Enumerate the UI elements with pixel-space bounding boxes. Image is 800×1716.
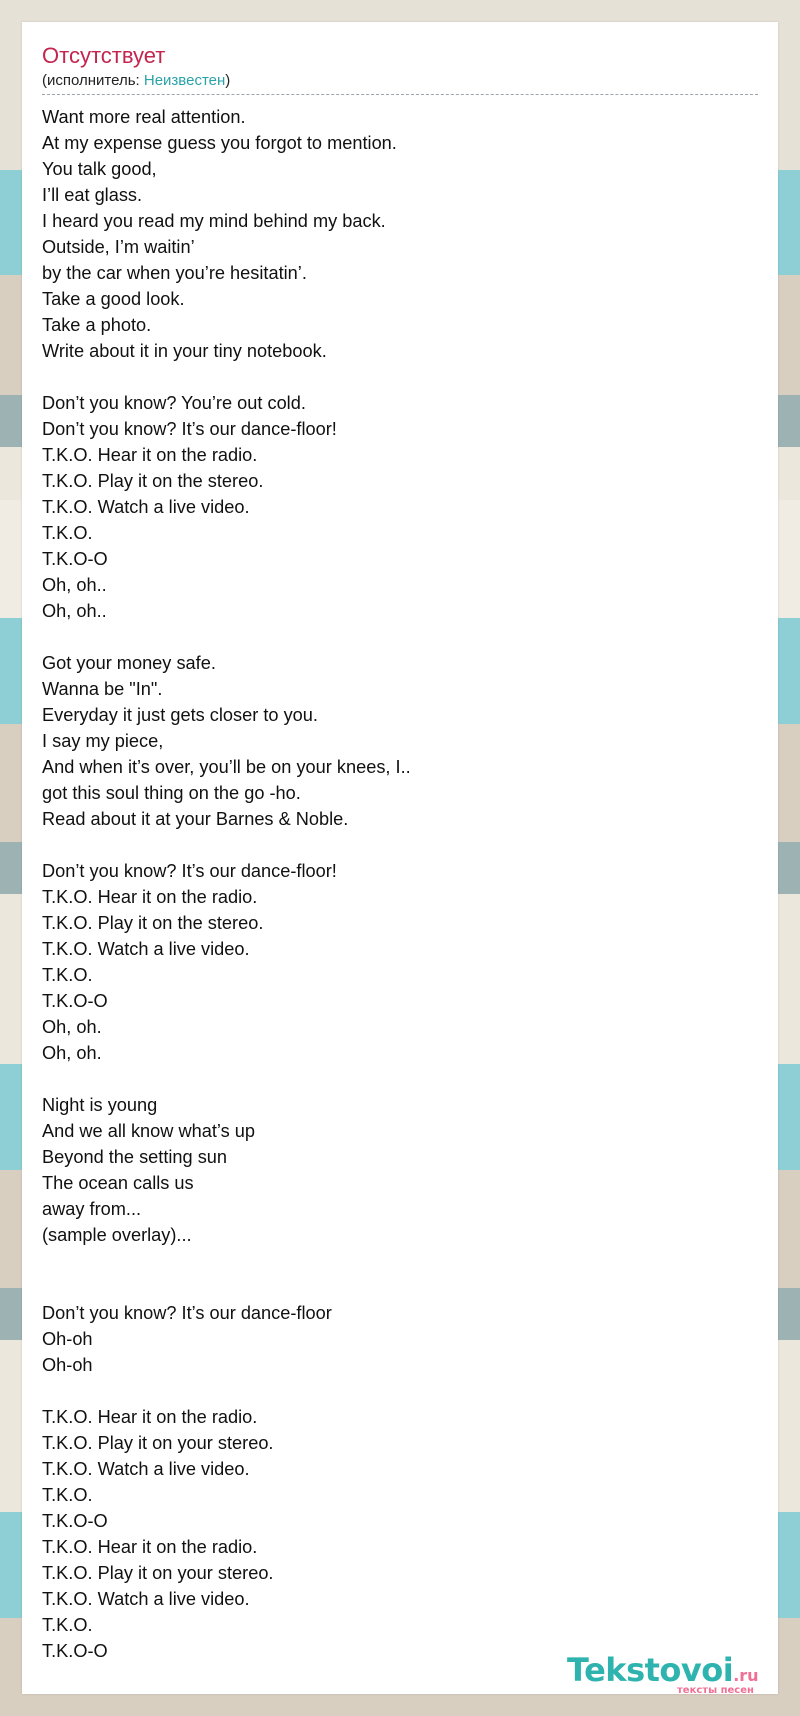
logo-wordmark: Tekstovoi — [567, 1651, 734, 1689]
artist-line — [42, 72, 758, 95]
logo-tagline: тексты песен — [677, 1685, 754, 1696]
logo-tld: .ru — [733, 1666, 759, 1685]
site-logo[interactable] — [567, 1652, 777, 1702]
song-title: Отсутствует — [42, 43, 166, 68]
artist-link[interactable]: Неизвестен — [143, 72, 226, 89]
artist-suffix: ) — [225, 72, 231, 89]
lyrics-card — [22, 22, 778, 1694]
artist-prefix: (исполнитель: — [42, 72, 144, 89]
song-header — [42, 42, 758, 95]
lyrics-text: Want more real attention. At my expense guess you forgot to mention. You talk good, I’ll eat glass. I heard you read my mind behind my back. Outside, I’m waitin’ by the car when you’re hesitatin’. Take a good look. Take a photo. Write about it in your tiny notebook. Don’t you know? You’re out cold. Don’t you know? It’s our dance-floor! T.K.O. Hear it on the radio. T.K.O. Play it on the stereo. T.K.O. Watch a live video. T.K.O. T.K.O-O Oh, oh.. Oh, oh.. Got your money safe. Wanna be "In". Everyday it just gets closer to you. I say my piece, And when it’s over, you’ll be on your knees, I.. got this soul thing on the go -ho. Read about it at your Barnes & Noble. Don’t you know? It’s our dance-floor! T.K.O. Hear it on the radio. T.K.O. Play it on the stereo. T.K.O. Watch a live video. T.K.O. T.K.O-O Oh, oh. Oh, oh. Night is young And we all know what’s up Beyond the setting sun The ocean calls us away from... (sample overlay)... Don’t you know? It’s our dance-floor Oh-oh Oh-oh T.K.O. Hear it on the radio. T.K.O. Play it on your stereo. T.K.O. Watch a live video. T.K.O. T.K.O-O T.K.O. Hear it on the radio. T.K.O. Play it on your stereo. T.K.O. Watch a live video. T.K.O. T.K.O-O — [42, 107, 411, 1661]
